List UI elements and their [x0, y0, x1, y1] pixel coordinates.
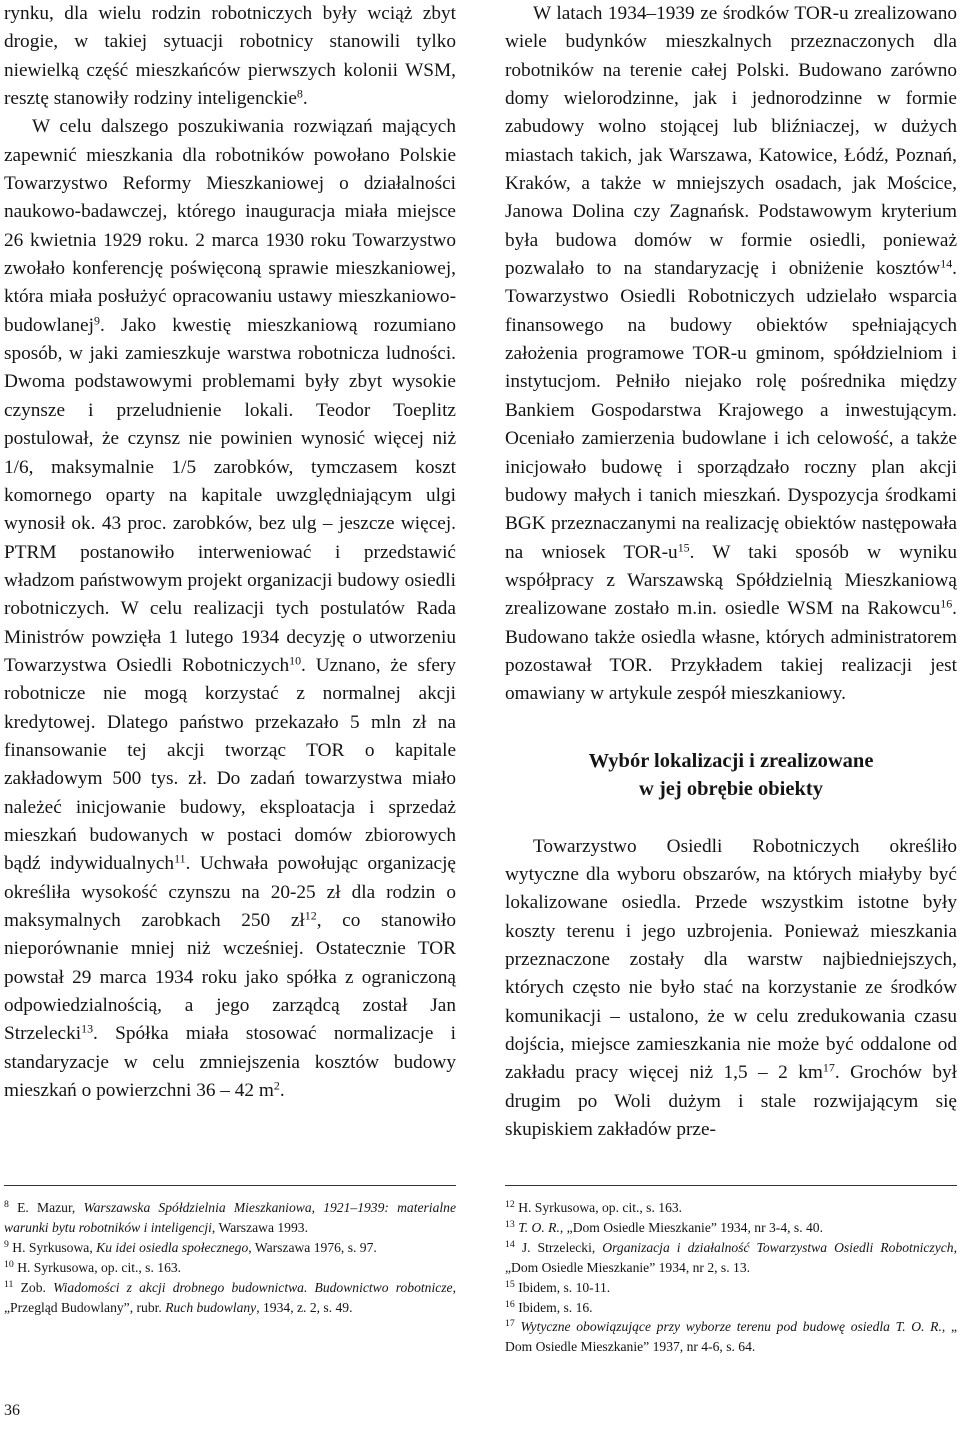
- footnote-ref: 12: [304, 908, 317, 923]
- footnote-ref: 11: [174, 851, 186, 866]
- footnote-text: H. Syrkusowa, op. cit., s. 163.: [17, 1259, 182, 1275]
- footnote: [4, 1238, 456, 1258]
- footnote: [4, 1198, 456, 1238]
- footnote-number: 10: [4, 1258, 14, 1270]
- footnote-number: 16: [505, 1298, 515, 1310]
- footnote-ref: 14: [940, 256, 953, 271]
- text-run: Towarzystwo Osiedli Robotniczych określiło wytyczne dla wyboru obszarów, na których miałyby być lokalizowane osiedla. Przede wszystkim istotne były koszty terenu i jego uzbrojenia. Ponieważ mieszkania przeznaczone zostały dla warstw najbiedniejszych, których często nie było stać na korzystanie ze środków komunikacji – ustalono, że w celu zredukowania czasu dojścia, miejsce zamieszkania nie może być oddalone od zakładu pracy więcej niż 1,5 – 2 km: [505, 835, 957, 1084]
- text-run: W celu dalszego poszukiwania rozwiązań mających zapewnić mieszkania dla robotników powołano Polskie Towarzystwo Reformy Mieszkaniowej o działalności naukowo-badawczej, którego inauguracja miała miejsce 26 kwietnia 1929 roku. 2 marca 1930 roku Towarzystwo zwołało konferencję poświęconą sprawie mieszkaniowej, która miała posłużyć opracowaniu ustawy mieszkaniowo-budowlanej: [4, 116, 456, 336]
- footnote-text: J. Strzelecki,: [521, 1239, 603, 1255]
- footnote-number: 8: [4, 1199, 9, 1211]
- superscript: 2: [273, 1078, 280, 1093]
- right-column: [505, 0, 957, 1144]
- footnote-text: Zob.: [20, 1279, 54, 1295]
- paragraph: [505, 833, 957, 1145]
- footnote-title: T. O. R.: [518, 1219, 560, 1235]
- footnote-ref: 17: [822, 1060, 835, 1075]
- footnote-title: Warszawska Spółdzielnia Mieszkaniowa, 1921–1939: materialne warunki bytu robotników i inteligencji: [4, 1200, 456, 1235]
- footnote-number: 12: [505, 1199, 515, 1211]
- footnote-text: H. Syrkusowa, op. cit., s. 163.: [518, 1200, 683, 1215]
- page-number: 36: [4, 1402, 20, 1419]
- footnote-number: 17: [505, 1318, 515, 1330]
- footnote-separator: [4, 1185, 456, 1186]
- footnote: [505, 1198, 957, 1218]
- text-run: . Towarzystwo Osiedli Robotniczych udzielało wsparcia finansowego na budowy obiektów spełniających założenia programowe TOR-u gminom, spółdzielniom i instytucjom. Pełniło niejako rolę pośrednika między Bankiem Gospodarstwa Krajowego a inwestującym. Oceniało zamierzenia budowlane i ich celowość, a także inicjowało budowę i sporządzało roczny plan akcji budowy małych i tanich mieszkań. Dyspozycja środkami BGK przeznaczanymi na realizację obiektów następowała na wniosek TOR-u: [505, 258, 957, 563]
- footnote: [505, 1298, 957, 1318]
- text-run: W latach 1934–1939 ze środków TOR-u zrealizowano wiele budynków mieszkalnych przeznaczonych dla robotników na terenie całej Polski. Budowano zarówno domy wielorodzinne, jak i jednorodzinne w formie zabudowy wolno stojącej lub bliźniaczej, w dużych miastach takich, jak Warszawa, Katowice, Łódź, Poznań, Kraków, a także w mniejszych osadach, jak Mościce, Janowa Dolina czy Zagnańsk. Podstawowym kryterium była budowa domów w formie osiedli, ponieważ pozwalało to na standaryzację i obniżenie kosztów: [505, 3, 957, 280]
- footnote-text: Ibidem, s. 16.: [518, 1299, 593, 1315]
- text-run: . Grochów był drugim po Woli dużym i stale rozwijającym się skupiskiem zakładów prze-: [505, 1062, 957, 1141]
- text-run: . Jako kwestię mieszkaniową rozumiano sposób, w jaki zamieszkuje warstwa robotnicza ludności. Dwoma podstawowymi problemami były zbyt wysokie czynsze i przeludnienie lokali. Teodor Toeplitz postulował, że czynsz nie powinien wynosić więcej niż 1/6, maksymalnie 1/5 zarobków, tymczasem koszt komornego oparty na kapitale uwzględniającym ulgi wynosił ok. 43 proc. zarobków, bez ulg – jeszcze więcej. PTRM postanowiło interweniować i przedstawić władzom państwowym projekt organizacji budowy osiedli robotniczych. W celu realizacji tych postulatów Rada Ministrów powzięła 1 lutego 1934 decyzję o utworzeniu Towarzystwa Osiedli Robotniczych: [4, 314, 456, 676]
- footnote: [4, 1278, 456, 1318]
- footnote: [505, 1317, 957, 1357]
- footnote-text: E. Mazur,: [17, 1200, 84, 1215]
- text-run: .: [302, 88, 308, 110]
- heading-line: Wybór lokalizacji i zrealizowane: [588, 749, 874, 772]
- footnote-text: , „ Dom Osiedle Mieszkanie” 1937, nr 4-6, s. 64.: [505, 1319, 957, 1355]
- footnote-title: Organizacja i działalność Towarzystwa Osiedli Robotniczych: [602, 1239, 954, 1255]
- text-run: . Uchwała powołując organizację określiła wysokość czynszu na 20-25 zł dla rodzin o maksymalnych zarobkach 250 zł: [4, 853, 456, 931]
- footnote-title: Ruch budowlany: [165, 1299, 257, 1315]
- footnote-text: , „Dom Osiedle Mieszkanie” 1934, nr 2, s. 13.: [505, 1239, 957, 1275]
- heading-line: w jej obrębie obiekty: [639, 777, 823, 800]
- paragraph: [4, 0, 456, 113]
- footnote-title: Wiadomości z akcji drobnego budownictwa. Budownictwo robotnicze: [53, 1279, 453, 1295]
- footnote-title: Wytyczne obowiązujące przy wyborze terenu pod budowę osiedla T. O. R.: [520, 1319, 942, 1335]
- text-run: . Budowano także osiedla własne, których administratorem pozostawał TOR. Przykładem takiej realizacji jest omawiany w artykule zespół mieszkaniowy.: [505, 598, 957, 705]
- footnote-text: , Warszawa 1993.: [211, 1219, 308, 1235]
- footnote-number: 13: [505, 1219, 515, 1231]
- footnote-text: , „Przegląd Budowlany”, rubr.: [4, 1279, 456, 1315]
- footnotes-right: [505, 1198, 957, 1357]
- footnote-number: 11: [4, 1278, 14, 1290]
- paragraph: [4, 113, 456, 1105]
- footnote-ref: 10: [289, 653, 302, 668]
- text-run: . Uznano, że sfery robotnicze nie mogą korzystać z normalnej akcji kredytowej. Dlatego państwo przekazało 5 mln zł na finansowanie tej akcji tworząc TOR o kapitale zakładowym 500 tys. zł. Do zadań towarzystwa miało należeć inicjowanie budowy, eksploatacja i sprzedaż mieszkań budowanych w postaci domów zbiorowych bądź indywidualnych: [4, 654, 456, 875]
- footnote-text: H. Syrkusowa,: [12, 1239, 97, 1255]
- text-run: .: [279, 1080, 285, 1102]
- footnotes-left: [4, 1198, 456, 1317]
- footnote-ref: 16: [940, 596, 953, 611]
- footnote-ref: 15: [677, 539, 690, 554]
- text-run: . Spółka miała stosować normalizacje i standaryzacje w celu zmniejszenia kosztów budowy mieszkań o powierzchni 36 – 42 m: [4, 1023, 456, 1102]
- footnote-title: Ku idei osiedla społecznego: [96, 1239, 249, 1255]
- footnote: [505, 1278, 957, 1298]
- footnote-text: Ibidem, s. 10-11.: [518, 1279, 611, 1295]
- footnote: [505, 1218, 957, 1238]
- footnote-text: , 1934, z. 2, s. 49.: [256, 1299, 353, 1315]
- footnote-text: , Warszawa 1976, s. 97.: [248, 1239, 377, 1255]
- footnote-text: , „Dom Osiedle Mieszkanie” 1934, nr 3-4, s. 40.: [559, 1219, 823, 1235]
- footnote: [505, 1238, 957, 1278]
- footnote-number: 9: [4, 1238, 9, 1250]
- paragraph: [505, 0, 957, 709]
- section-heading: [505, 747, 957, 803]
- text-run: rynku, dla wielu rodzin robotniczych były wciąż zbyt drogie, w takiej sytuacji robotnicy stanowili tylko niewielką część mieszkańców pierwszych kolonii WSM, resztę stanowiły rodziny inteligenckie: [4, 3, 456, 110]
- left-column: [4, 0, 456, 1105]
- footnote-number: 14: [505, 1238, 515, 1250]
- footnote: [4, 1258, 456, 1278]
- footnote-ref: 9: [93, 313, 100, 328]
- text-run: , co stanowiło nieporównanie mniej niż wcześniej. Ostatecznie TOR powstał 29 marca 1934 roku jako spółka z ograniczoną odpowiedzialnością, a jego zarządcą został Jan Strzelecki: [4, 910, 457, 1045]
- footnote-number: 15: [505, 1278, 515, 1290]
- text-run: . W taki sposób w wyniku współpracy z Warszawską Spółdzielnią Mieszkaniową zrealizowane zostało m.in. osiedle WSM na Rakowcu: [505, 541, 957, 620]
- footnote-ref: 13: [81, 1021, 94, 1036]
- footnote-ref: 8: [296, 86, 303, 101]
- footnote-separator: [505, 1185, 957, 1186]
